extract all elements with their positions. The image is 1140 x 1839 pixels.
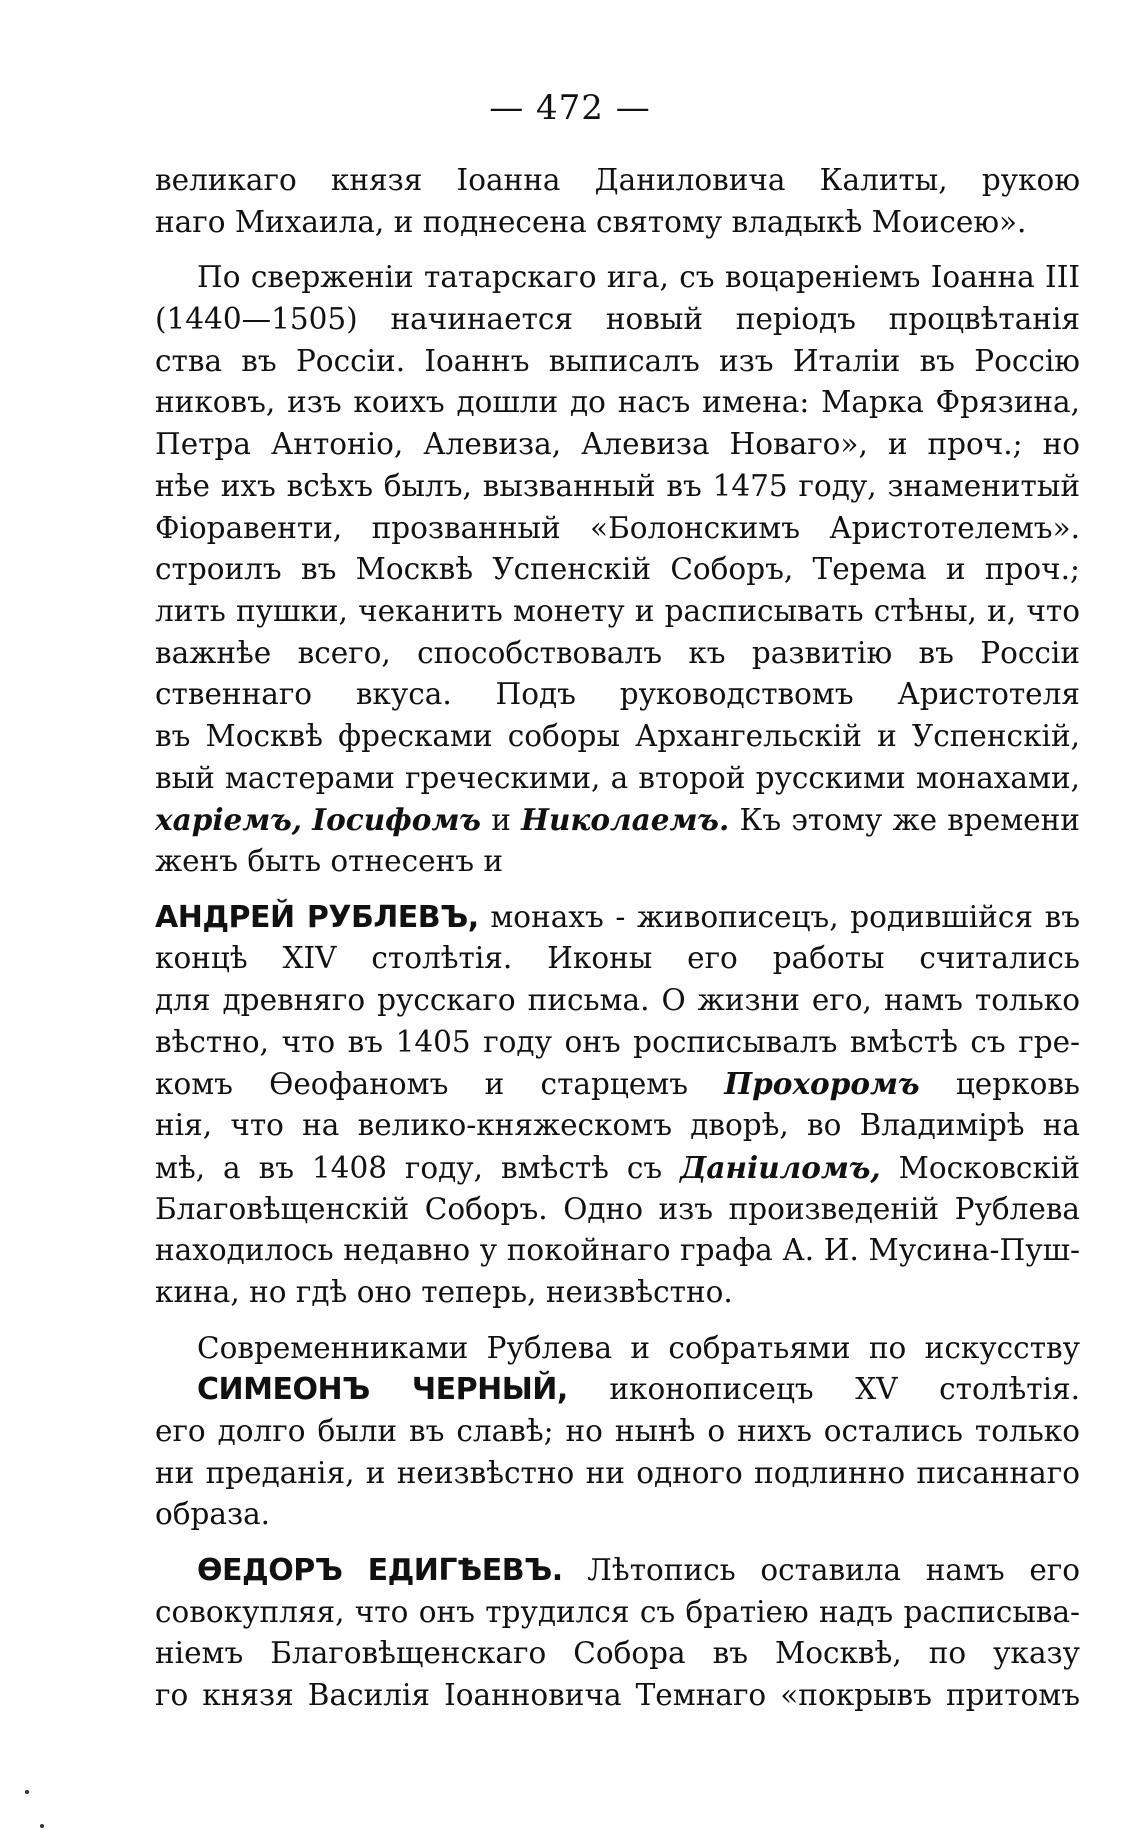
scan-speck xyxy=(40,1824,44,1828)
text-line: нія, что на велико-княжескомъ дворѣ, во Владимірѣ на xyxy=(155,1108,1080,1143)
text-line: въ Москвѣ фресками соборы Архангельскій и Успенскій, xyxy=(155,718,1080,753)
text-segment: монахъ - живописецъ, родившійся въ xyxy=(490,899,1080,934)
text-segment: церковь xyxy=(955,1067,1080,1102)
body-text xyxy=(155,160,1080,1717)
text-segment: Къ этому же времени xyxy=(739,803,1080,838)
text-line: ни преданія, и неизвѣстно ни одного подлинно писаннаго xyxy=(155,1455,1080,1490)
text-line: концѣ XIV столѣтія. Иконы его работы считались xyxy=(155,941,1080,976)
page-number: — 472 — xyxy=(489,88,651,128)
text-line xyxy=(155,758,1080,800)
text-segment: иконописецъ XV столѣтія. xyxy=(609,1372,1080,1407)
text-line: важнѣе всего, способствовалъ къ развитію въ Россіи xyxy=(155,635,1080,670)
text-segment: Лѣтопись оставила намъ его xyxy=(587,1553,1080,1587)
text-segment: и xyxy=(491,803,511,838)
text-segment: комъ Ѳеофаномъ и старцемъ xyxy=(155,1067,689,1102)
text-line: его долго были въ славѣ; но нынѣ о нихъ остались только xyxy=(155,1413,1080,1448)
text-line: вѣстно, что въ 1405 году онъ росписывалъ вмѣстѣ съ гре- xyxy=(155,1024,1080,1059)
text-line: лить пушки, чеканить монету и расписывать стѣны, и, что xyxy=(155,593,1080,628)
italic-name: Іосифомъ xyxy=(312,802,481,838)
text-line: По сверженіи татарскаго ига, съ воцареніемъ Іоанна III xyxy=(197,260,1080,295)
text-line: никовъ, изъ коихъ дошли до насъ имена: Марка Фрязина, xyxy=(155,385,1080,420)
text-line: ственнаго вкуса. Подъ руководствомъ Аристотеля xyxy=(155,677,1080,712)
text-line: Фіоравенти, прозванный «Болонскимъ Аристотелемъ». xyxy=(155,510,1080,545)
text-line: для древняго русскаго письма. О жизни его, намъ только xyxy=(155,983,1080,1018)
text-line xyxy=(155,897,1080,939)
text-line: Благовѣщенскій Соборъ. Одно изъ произведеній Рублева xyxy=(155,1191,1080,1226)
italic-name: Даніиломъ, xyxy=(680,1149,881,1185)
text-line xyxy=(155,1063,1080,1105)
italic-name: Прохоромъ xyxy=(724,1066,920,1102)
text-segment: вый мастерами греческими, а второй русскими монахами, xyxy=(155,760,1080,795)
text-line: строилъ въ Москвѣ Успенскій Соборъ, Терема и проч.; xyxy=(155,552,1080,587)
text-line: наго Михаила, и поднесена святому владыкѣ Моисею». xyxy=(155,204,1027,239)
text-line: находилось недавно у покойнаго графа А. И. Мусина-Пуш- xyxy=(155,1233,1080,1268)
heading-name: АНДРЕЙ РУБЛЕВЪ, xyxy=(155,899,479,935)
text-segment: Московскій xyxy=(898,1150,1080,1185)
heading-name: ѲЕДОРЪ ЕДИГѢЕВЪ. xyxy=(197,1553,563,1588)
text-line xyxy=(155,1550,1080,1592)
text-line: ства въ Россіи. Іоаннъ выписалъ изъ Италіи въ Россію xyxy=(155,343,1080,378)
italic-name: Николаемъ. xyxy=(521,802,730,838)
text-segment: мѣ, а въ 1408 году, вмѣстѣ съ xyxy=(155,1150,663,1185)
text-line: Современниками Рублева и собратьями по искусству xyxy=(197,1330,1080,1365)
text-line: го князя Василія Іоанновича Темнаго «покрывъ притомъ xyxy=(155,1678,1080,1713)
text-line: (1440—1505) начинается новый періодъ процвѣтанія xyxy=(155,302,1080,337)
text-line xyxy=(155,1369,1080,1411)
text-line xyxy=(155,799,1080,841)
text-line: Петра Антоніо, Алевиза, Алевиза Новаго», и проч.; но xyxy=(155,427,1080,462)
text-line: женъ быть отнесенъ и xyxy=(155,844,504,878)
text-line: великаго князя Іоанна Даниловича Калиты, рукою xyxy=(155,163,1080,197)
text-line: ніемъ Благовѣщенскаго Собора въ Москвѣ, по указу xyxy=(155,1636,1080,1671)
text-line: образа. xyxy=(155,1497,271,1532)
text-line xyxy=(155,1147,1080,1189)
text-line: совокупляя, что онъ трудился съ братіею надъ расписыва- xyxy=(155,1594,1080,1629)
heading-name: СИМЕОНЪ ЧЕРНЫЙ, xyxy=(197,1372,568,1408)
italic-name: харіемъ, xyxy=(155,802,303,838)
text-line: нѣе ихъ всѣхъ былъ, вызванный въ 1475 году, знаменитый xyxy=(155,468,1080,503)
scan-speck xyxy=(25,1790,29,1794)
text-line: кина, но гдѣ оно теперь, неизвѣстно. xyxy=(155,1274,733,1309)
